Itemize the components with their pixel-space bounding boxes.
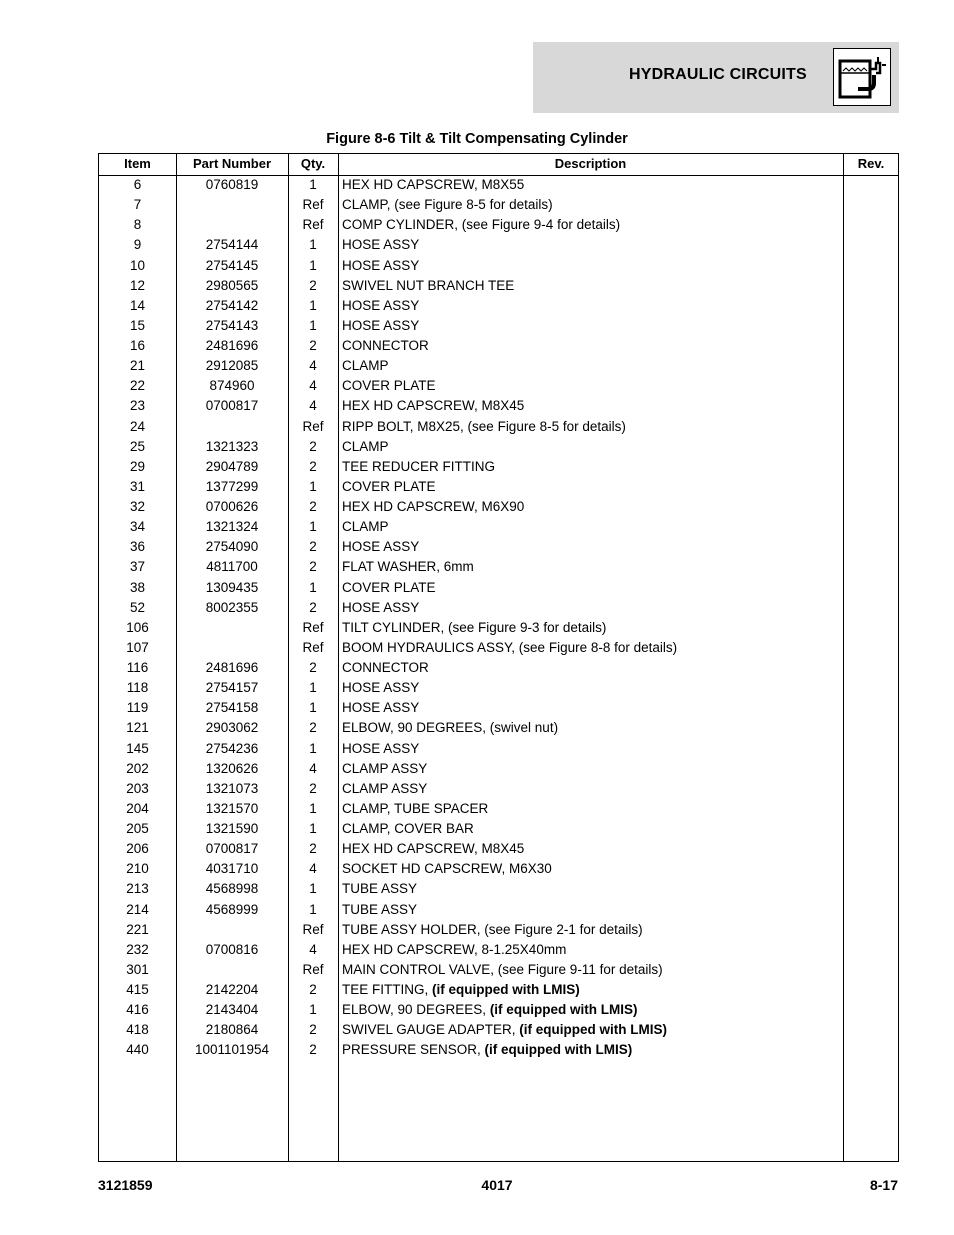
table-row (99, 800, 899, 820)
description-text: SOCKET HD CAPSCREW, M6X30 (342, 861, 552, 877)
description-note: (if equipped with LMIS) (432, 982, 580, 997)
item-cell: 221 (126, 921, 149, 937)
part-number-cell: 4811700 (206, 559, 258, 575)
description-cell (342, 620, 842, 635)
item-cell: 38 (129, 579, 146, 595)
description-text: HOSE ASSY (342, 740, 420, 756)
description-text: HOSE ASSY (342, 700, 420, 716)
item-cell: 22 (129, 378, 146, 394)
item-cell: 118 (126, 680, 149, 696)
description-text: HOSE ASSY (342, 297, 420, 313)
item-cell: 23 (129, 398, 146, 414)
description-text: HOSE ASSY (342, 257, 420, 273)
part-number-cell: 2754157 (205, 680, 259, 696)
table-row (99, 196, 899, 216)
qty-cell: Ref (302, 217, 324, 233)
description-cell (342, 539, 842, 554)
table-row (99, 719, 899, 739)
description-text: CLAMP ASSY (342, 780, 428, 796)
item-cell: 206 (126, 841, 149, 857)
description-cell (342, 358, 842, 373)
description-text: ELBOW, 90 DEGREES, (swivel nut) (342, 720, 559, 736)
description-text: SWIVEL GAUGE ADAPTER, (342, 1022, 520, 1038)
description-text: TEE FITTING, (342, 982, 432, 997)
table-row (99, 337, 899, 357)
table-row (99, 1001, 899, 1021)
qty-cell: 4 (309, 941, 317, 957)
qty-cell: 1 (309, 177, 317, 192)
item-cell: 106 (126, 619, 149, 635)
part-number-cell: 4031710 (205, 861, 259, 877)
description-text: TUBE ASSY (342, 881, 418, 897)
table-row (99, 619, 899, 639)
qty-cell: 1 (309, 740, 317, 756)
qty-cell: 2 (309, 599, 317, 615)
qty-cell: 2 (309, 499, 317, 514)
description-text: CLAMP, COVER BAR (342, 821, 474, 836)
description-cell (342, 580, 842, 595)
table-row (99, 941, 899, 961)
description-text: CONNECTOR (342, 338, 429, 353)
table-row (99, 257, 899, 277)
item-cell: 204 (126, 800, 149, 816)
description-text: TEE REDUCER FITTING (342, 458, 496, 474)
part-number-cell: 2754144 (205, 237, 259, 253)
qty-cell: 1 (309, 881, 317, 897)
part-number-cell: 1320626 (205, 760, 259, 776)
description-cell (342, 519, 842, 534)
item-cell: 210 (126, 861, 149, 877)
table-row (99, 216, 899, 236)
description-text: CLAMP ASSY (342, 760, 428, 776)
table-row (99, 1021, 899, 1041)
item-cell: 15 (129, 317, 146, 333)
description-text: ELBOW, 90 DEGREES, (342, 1002, 490, 1018)
table-row (99, 740, 899, 760)
table-row (99, 599, 899, 619)
table-row (99, 820, 899, 840)
qty-cell: 1 (309, 700, 317, 716)
item-cell: 203 (126, 780, 149, 796)
part-number-cell: 2481696 (205, 338, 259, 353)
description-cell (342, 479, 842, 494)
description-text: HOSE ASSY (342, 680, 420, 696)
item-cell: 21 (129, 358, 146, 374)
description-text: COVER PLATE (342, 378, 436, 394)
item-cell: 440 (126, 1042, 149, 1058)
qty-cell: Ref (302, 418, 324, 434)
item-cell: 415 (126, 982, 149, 997)
table-row (99, 780, 899, 800)
table-row (99, 438, 899, 458)
table-row (99, 277, 899, 297)
item-cell: 301 (126, 961, 149, 977)
part-number-cell: 0700817 (205, 841, 259, 857)
description-text: HOSE ASSY (342, 539, 420, 555)
description-cell (342, 942, 842, 957)
qty-cell: 2 (309, 559, 317, 575)
item-cell: 10 (129, 257, 146, 273)
part-number-cell: 2980565 (205, 277, 259, 293)
item-cell: 37 (129, 559, 146, 575)
description-cell (342, 761, 842, 776)
column-header-item: Item (124, 156, 151, 171)
table-row (99, 418, 899, 438)
item-cell: 121 (126, 720, 149, 736)
part-number-cell: 1001101954 (194, 1042, 270, 1058)
qty-cell: 1 (309, 800, 317, 816)
qty-cell: 2 (309, 841, 317, 857)
table-row (99, 840, 899, 860)
description-cell (342, 821, 842, 836)
description-text: HEX HD CAPSCREW, M8X45 (342, 841, 525, 857)
qty-cell: 1 (309, 1002, 317, 1018)
qty-cell: 1 (309, 901, 317, 917)
qty-cell: 2 (309, 458, 317, 474)
description-text: HOSE ASSY (342, 599, 420, 615)
item-cell: 214 (126, 901, 149, 917)
part-number-cell: 1309435 (205, 579, 259, 595)
description-cell (342, 1022, 842, 1037)
qty-cell: 2 (309, 660, 317, 675)
table-row (99, 317, 899, 337)
description-text: MAIN CONTROL VALVE, (see Figure 9-11 for details) (342, 961, 663, 977)
table-row (99, 478, 899, 498)
table-row (99, 860, 899, 880)
item-cell: 202 (126, 760, 149, 776)
qty-cell: 1 (309, 297, 317, 313)
description-cell (342, 902, 842, 917)
table-row (99, 558, 899, 578)
part-number-cell: 2912085 (205, 358, 259, 374)
table-row (99, 699, 899, 719)
part-number-cell: 8002355 (205, 599, 259, 615)
item-cell: 16 (129, 338, 146, 353)
table-row (99, 921, 899, 941)
description-cell (342, 459, 842, 474)
item-cell: 12 (129, 277, 146, 293)
table-row (99, 880, 899, 900)
description-cell (342, 700, 842, 715)
figure-title: Figure 8-6 Tilt & Tilt Compensating Cylinder (326, 131, 628, 147)
description-cell (342, 439, 842, 454)
description-text: CLAMP (342, 519, 389, 535)
parts-table (98, 153, 899, 1162)
table-body (99, 176, 899, 1062)
table-row (99, 901, 899, 921)
table-row (99, 357, 899, 377)
qty-cell: 2 (309, 1022, 317, 1038)
qty-cell: 2 (309, 780, 317, 796)
table-row (99, 377, 899, 397)
item-cell: 14 (129, 297, 146, 313)
qty-cell: 1 (309, 257, 317, 273)
part-number-cell: 2481696 (205, 660, 259, 675)
section-title: HYDRAULIC CIRCUITS (629, 66, 807, 83)
part-number-cell: 2143404 (205, 1002, 259, 1018)
description-text: CLAMP (342, 438, 389, 454)
description-text: RIPP BOLT, M8X25, (see Figure 8-5 for details) (342, 418, 626, 434)
qty-cell: 2 (309, 338, 317, 353)
part-number-cell: 0700626 (205, 499, 259, 514)
qty-cell: 4 (309, 760, 317, 776)
description-text: SWIVEL NUT BRANCH TEE (342, 277, 515, 293)
table-row (99, 659, 899, 679)
description-note: (if equipped with LMIS) (519, 1022, 668, 1038)
item-cell: 25 (129, 438, 146, 454)
document-number: 3121859 (98, 1177, 153, 1193)
description-cell (342, 237, 842, 252)
part-number-cell: 1321590 (205, 821, 259, 836)
qty-cell: 2 (309, 1042, 317, 1058)
part-number-cell: 1321570 (205, 800, 259, 816)
table-row (99, 961, 899, 981)
description-text: COVER PLATE (342, 478, 436, 494)
description-cell (342, 982, 842, 997)
model-number: 4017 (481, 1177, 513, 1193)
description-cell (342, 258, 842, 273)
table-row (99, 297, 899, 317)
description-cell (342, 197, 842, 212)
table-row (99, 981, 899, 1001)
item-cell: 418 (126, 1022, 149, 1038)
description-cell (342, 398, 842, 413)
column-header-part-number: Part Number (192, 156, 272, 171)
description-text: COMP CYLINDER, (see Figure 9-4 for details) (342, 217, 621, 233)
description-cell (342, 419, 842, 434)
part-number-cell: 0760819 (205, 177, 259, 192)
item-cell: 232 (126, 941, 149, 957)
description-cell (342, 861, 842, 876)
qty-cell: 1 (309, 478, 317, 494)
part-number-cell: 2903062 (205, 720, 259, 736)
qty-cell: 2 (309, 720, 317, 736)
description-cell (342, 741, 842, 756)
item-cell: 8 (133, 217, 142, 233)
description-cell (342, 841, 842, 856)
column-header-description: Description (554, 156, 627, 171)
description-cell (342, 881, 842, 896)
description-cell (342, 801, 842, 816)
description-text: HEX HD CAPSCREW, M6X90 (342, 499, 525, 514)
item-cell: 29 (129, 458, 146, 474)
qty-cell: 2 (309, 539, 317, 555)
qty-cell: 4 (309, 358, 317, 374)
qty-cell: 2 (309, 982, 317, 997)
description-text: HEX HD CAPSCREW, 8-1.25X40mm (342, 941, 567, 957)
item-cell: 34 (129, 519, 146, 535)
item-cell: 7 (133, 197, 142, 213)
qty-cell: Ref (302, 961, 324, 977)
item-cell: 24 (129, 418, 146, 434)
item-cell: 116 (126, 660, 149, 675)
table-row (99, 760, 899, 780)
description-cell (342, 720, 842, 735)
part-number-cell: 2754143 (205, 317, 259, 333)
qty-cell: 1 (309, 821, 317, 836)
description-note: (if equipped with LMIS) (489, 1002, 638, 1018)
part-number-cell: 1321323 (205, 438, 259, 454)
item-cell: 416 (126, 1002, 149, 1018)
part-number-cell: 0700816 (205, 941, 259, 957)
description-text: FLAT WASHER, 6mm (342, 559, 474, 575)
description-text: HOSE ASSY (342, 237, 420, 253)
description-text: CLAMP, TUBE SPACER (342, 800, 489, 816)
item-cell: 6 (133, 177, 142, 192)
item-cell: 31 (129, 478, 146, 494)
part-number-cell: 4568999 (205, 901, 259, 917)
part-number-cell: 2754142 (205, 297, 259, 313)
table-row (99, 518, 899, 538)
description-cell (342, 278, 842, 293)
description-cell (342, 922, 842, 937)
description-note: (if equipped with LMIS) (484, 1042, 633, 1058)
hydraulic-reservoir-icon (833, 48, 891, 106)
description-cell (342, 640, 842, 655)
description-text: CLAMP, (see Figure 8-5 for details) (342, 197, 553, 213)
part-number-cell: 2754145 (205, 257, 259, 273)
item-cell: 107 (126, 639, 149, 655)
part-number-cell: 1377299 (205, 478, 259, 494)
description-cell (342, 378, 842, 393)
item-cell: 9 (133, 237, 142, 253)
description-text: COVER PLATE (342, 579, 436, 595)
description-text: BOOM HYDRAULICS ASSY, (see Figure 8-8 for details) (342, 639, 678, 655)
part-number-cell: 1321324 (205, 519, 259, 535)
description-cell (342, 177, 842, 192)
part-number-cell: 874960 (209, 378, 255, 394)
qty-cell: 2 (309, 438, 317, 454)
part-number-cell: 2142204 (205, 982, 259, 997)
description-cell (342, 559, 842, 574)
part-number-cell: 0700817 (205, 398, 259, 414)
description-cell (342, 1002, 842, 1017)
item-cell: 205 (126, 821, 149, 836)
qty-cell: Ref (302, 921, 324, 937)
table-row (99, 679, 899, 699)
table-row (99, 397, 899, 417)
description-text: CONNECTOR (342, 660, 429, 675)
table-row (99, 236, 899, 256)
description-cell (342, 962, 842, 977)
description-text: TUBE ASSY HOLDER, (see Figure 2-1 for details) (342, 921, 643, 937)
item-cell: 119 (126, 700, 149, 716)
table-row (99, 639, 899, 659)
qty-cell: 1 (309, 237, 317, 253)
description-text: TILT CYLINDER, (see Figure 9-3 for details) (342, 619, 607, 635)
column-header-rev: Rev. (857, 156, 885, 171)
item-cell: 52 (129, 599, 146, 615)
description-cell (342, 680, 842, 695)
qty-cell: 2 (309, 277, 317, 293)
description-cell (342, 318, 842, 333)
table-row (99, 1041, 899, 1061)
qty-cell: Ref (302, 639, 324, 655)
description-cell (342, 1042, 842, 1057)
qty-cell: 4 (309, 378, 317, 394)
table-row (99, 579, 899, 599)
part-number-cell: 2904789 (205, 458, 259, 474)
description-cell (342, 600, 842, 615)
description-cell (342, 217, 842, 232)
description-cell (342, 298, 842, 313)
description-cell (342, 660, 842, 675)
description-cell (342, 338, 842, 353)
description-text: HEX HD CAPSCREW, M8X45 (342, 398, 525, 414)
qty-cell: 1 (309, 317, 317, 333)
description-cell (342, 499, 842, 514)
description-text: HOSE ASSY (342, 317, 420, 333)
part-number-cell: 2754090 (205, 539, 259, 555)
qty-cell: Ref (302, 197, 324, 213)
qty-cell: 4 (309, 398, 317, 414)
table-row (99, 498, 899, 518)
page-number: 8-17 (869, 1177, 898, 1193)
description-text: PRESSURE SENSOR, (342, 1042, 485, 1058)
table-row (99, 538, 899, 558)
item-cell: 36 (129, 539, 146, 555)
section-header (533, 42, 899, 113)
description-text: TUBE ASSY (342, 901, 418, 917)
part-number-cell: 2180864 (205, 1022, 259, 1038)
table-row (99, 176, 899, 196)
qty-cell: 4 (309, 861, 317, 877)
qty-cell: Ref (302, 619, 324, 635)
qty-cell: 1 (309, 680, 317, 696)
part-number-cell: 2754236 (205, 740, 259, 756)
description-text: CLAMP (342, 358, 389, 374)
part-number-cell: 4568998 (205, 881, 259, 897)
item-cell: 145 (126, 740, 149, 756)
part-number-cell: 2754158 (205, 700, 259, 716)
item-cell: 213 (126, 881, 149, 897)
qty-cell: 1 (309, 519, 317, 535)
qty-cell: 1 (309, 579, 317, 595)
item-cell: 32 (129, 499, 146, 514)
description-text: HEX HD CAPSCREW, M8X55 (342, 177, 525, 192)
table-row (99, 458, 899, 478)
description-cell (342, 781, 842, 796)
part-number-cell: 1321073 (205, 780, 259, 796)
column-header-qty: Qty. (300, 156, 326, 171)
